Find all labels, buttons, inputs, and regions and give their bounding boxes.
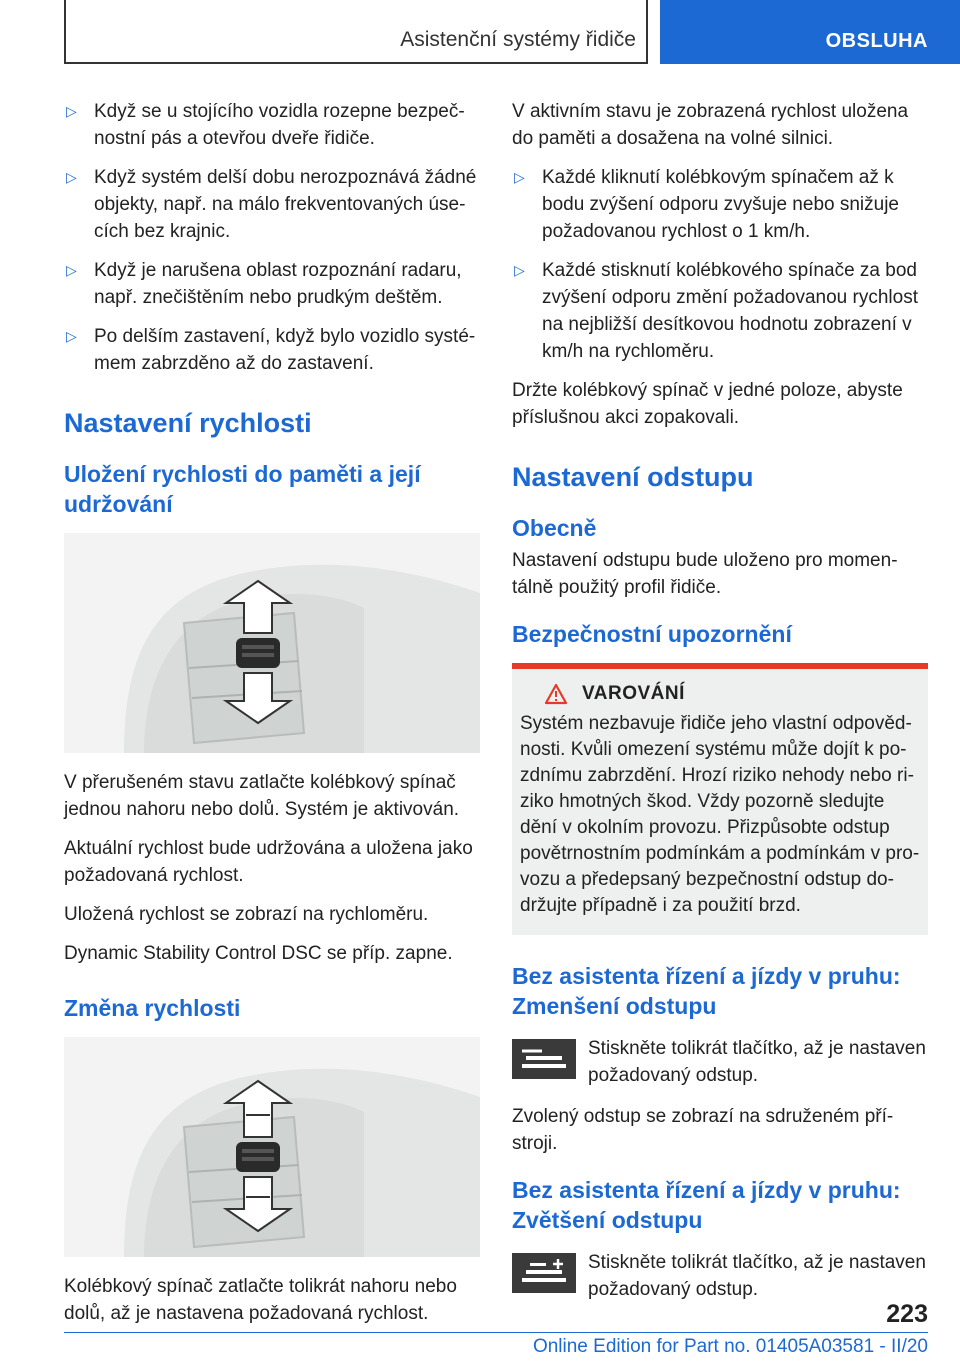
decrease-display-text: Zvolený odstup se zobrazí na sdruženém pří‐ stroji. [512, 1106, 894, 1154]
distance-increase-icon[interactable] [512, 1253, 576, 1293]
heading-safety-notes: Bezpečnostní upozornění [512, 621, 792, 647]
heading-store-speed: Uložení rychlosti do paměti a její udržování [64, 461, 421, 517]
change-speed-text: Kolébkový spínač zatlačte tolikrát nahoru nebo dolů, až je nastavena požadovaná rychlost. [64, 1276, 457, 1324]
heading-increase-distance: Bez asistenta řízení a jízdy v pruhu: Zvětšení odstupu [512, 1177, 901, 1233]
hold-rocker-text: Držte kolébkový spínač v jedné poloze, abyste příslušnou akci zopakovali. [512, 380, 903, 428]
increase-distance-row [512, 1249, 928, 1303]
triangle-right-icon: ▷ [514, 169, 525, 185]
general-text: Nastavení odstupu bude uloženo pro momen‐ tálně použitý profil řidiče. [512, 550, 898, 598]
warning-text: Systém nezbavuje řidiče jeho vlastní odpověd‐ nosti. Kvůli omezení systému může dojít k po‐ zdnímu zabrzdění. Hrozí riziko nehody nebo ri‐ ziko hmotných škod. Vždy pozorně sledujte dění v okolním provozu. Přizpůsobte odstup povětrnostním podmínkám a podmínkám v pro‐ vozu a předepsaný bezpečnostní odstup do‐ držujte případně i za použití brzd. [520, 713, 920, 916]
list-item: ▷ Když systém delší dobu nerozpoznává žádné objekty, např. na málo frekventovaných úse‐ cích bez krajnic. [64, 164, 480, 245]
footer-divider [64, 1332, 928, 1333]
store-speed-text-2: Aktuální rychlost bude udržována a uložena jako požadovaná rychlost. [64, 838, 473, 886]
rocker-switch-image [64, 533, 480, 753]
rocker-actions-list [512, 164, 928, 365]
triangle-right-icon: ▷ [66, 169, 77, 185]
warning-title: VAROVÁNÍ [582, 683, 685, 704]
active-state-text: V aktivním stavu je zobrazená rychlost uložena do paměti a dosažena na volné silnici. [512, 101, 909, 149]
section-title: Asistenční systémy řidiče [400, 28, 636, 51]
rocker-switch-image-2 [64, 1037, 480, 1257]
warning-triangle-icon [544, 683, 568, 705]
decrease-distance-row [512, 1035, 928, 1089]
heading-speed-setting: Nastavení rychlosti [64, 408, 312, 438]
store-speed-text-4: Dynamic Stability Control DSC se příp. zapne. [64, 943, 453, 964]
page-number: 223 [886, 1300, 928, 1328]
triangle-right-icon: ▷ [66, 103, 77, 119]
list-item: ▷ Každé kliknutí kolébkovým spínačem až k bodu zvýšení odporu zvyšuje nebo snižuje požadovanou rychlost o 1 km/h. [512, 164, 928, 245]
distance-decrease-icon[interactable] [512, 1039, 576, 1079]
list-item: ▷ Když je narušena oblast rozpoznání radaru, např. znečištěním nebo prudkým deštěm. [64, 257, 480, 311]
triangle-right-icon: ▷ [66, 328, 77, 344]
decrease-button-text: Stiskněte tolikrát tlačítko, až je nastaven požadovaný odstup. [588, 1038, 926, 1086]
list-item: ▷ Když se u stojícího vozidla rozepne bezpeč‐ nostní pás a otevřou dveře řidiče. [64, 98, 480, 152]
triangle-right-icon: ▷ [66, 262, 77, 278]
store-speed-text-1: V přerušeném stavu zatlačte kolébkový spínač jednou nahoru nebo dolů. Systém je aktivován. [64, 772, 460, 820]
list-item: ▷ Po delším zastavení, když bylo vozidlo systé‐ mem zabrzděno až do zastavení. [64, 323, 480, 377]
increase-button-text: Stiskněte tolikrát tlačítko, až je nastaven požadovaný odstup. [588, 1252, 926, 1300]
store-speed-text-3: Uložená rychlost se zobrazí na rychloměru. [64, 904, 429, 925]
right-column [512, 98, 928, 1317]
heading-general: Obecně [512, 515, 597, 541]
warning-box [512, 663, 928, 935]
footer-edition: Online Edition for Part no. 01405A03581 - II/20 [532, 1336, 928, 1357]
list-item: ▷ Každé stisknutí kolébkového spínače za bod zvýšení odporu změní požadovanou rychlost na nejbližší desítkovou hodnotu zobrazení v km/h na rychloměru. [512, 257, 928, 365]
heading-distance-setting: Nastavení odstupu [512, 462, 754, 492]
deactivation-conditions-list [64, 98, 480, 377]
heading-change-speed: Změna rychlosti [64, 995, 241, 1021]
triangle-right-icon: ▷ [514, 262, 525, 278]
section-tab[interactable]: OBSLUHA [660, 0, 960, 64]
left-column [64, 98, 480, 1339]
heading-decrease-distance: Bez asistenta řízení a jízdy v pruhu: Zmenšení odstupu [512, 963, 901, 1019]
warning-header [520, 683, 920, 705]
